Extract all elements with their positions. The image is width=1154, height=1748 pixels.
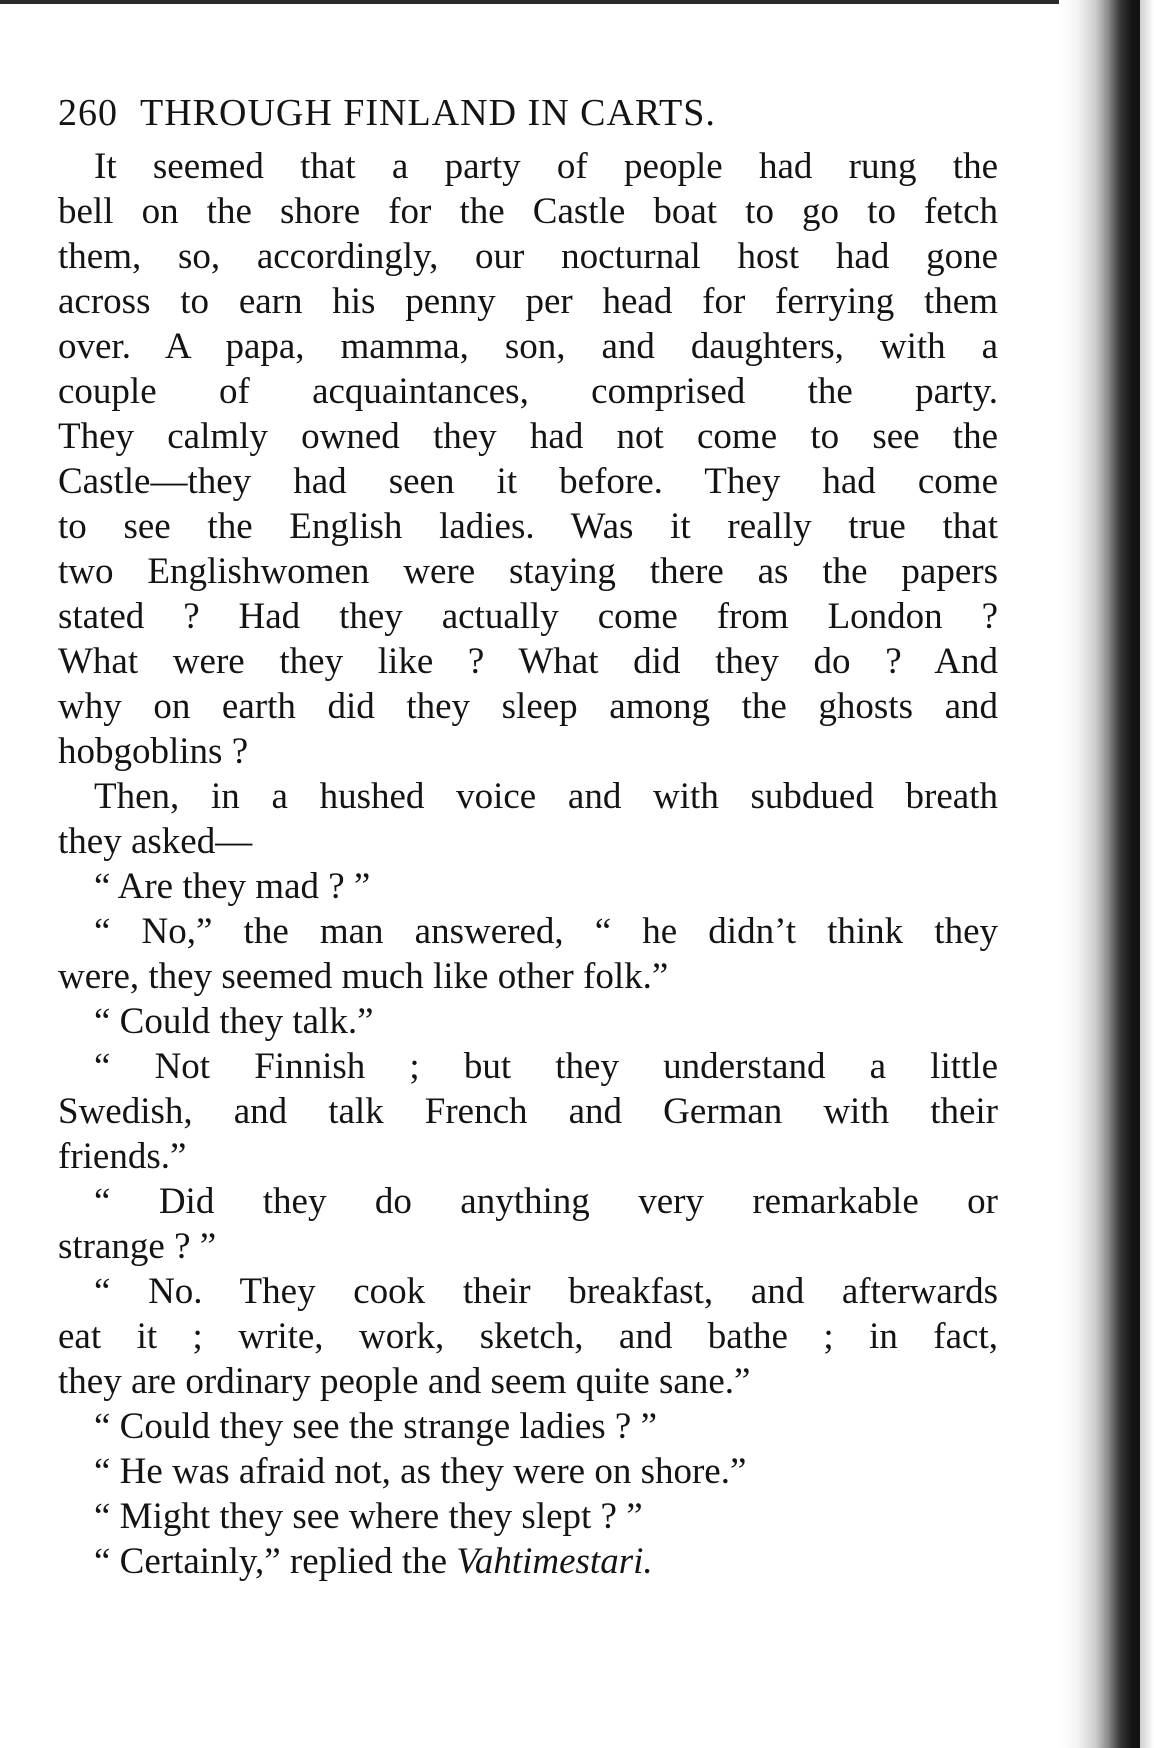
text-line: What were they like ? What did they do ? And — [58, 641, 998, 682]
text-line: “ He was afraid not, as they were on shore.” — [94, 1451, 747, 1492]
text-line: “ Are they mad ? ” — [94, 866, 371, 907]
text-line: “ Did they do anything very remarkable or — [94, 1181, 998, 1222]
text-line: friends.” — [58, 1136, 187, 1177]
running-head — [58, 84, 998, 142]
running-title: THROUGH FINLAND IN CARTS. — [140, 92, 716, 134]
text-line: They calmly owned they had not come to see the — [58, 416, 998, 457]
text-line: why on earth did they sleep among the ghosts and — [58, 686, 998, 727]
page-edge — [1140, 0, 1154, 1748]
text-line: “ Not Finnish ; but they understand a little — [94, 1046, 998, 1087]
text-line: couple of acquaintances, comprised the party. — [58, 371, 998, 412]
text-line: to see the English ladies. Was it really true that — [58, 506, 998, 547]
text-line: were, they seemed much like other folk.” — [58, 956, 669, 997]
text-line: “ Might they see where they slept ? ” — [94, 1496, 643, 1537]
text-line: strange ? ” — [58, 1226, 217, 1267]
top-border-rule — [0, 0, 1120, 4]
text-line: “ No. They cook their breakfast, and afterwards — [94, 1271, 998, 1312]
text-line: “ Could they talk.” — [94, 1001, 374, 1042]
text-line: It seemed that a party of people had rung the — [94, 146, 998, 187]
text-line: two Englishwomen were staying there as the papers — [58, 551, 998, 592]
text-line: “ No,” the man answered, “ he didn’t think they — [94, 911, 998, 952]
text-line: they are ordinary people and seem quite sane.” — [58, 1361, 751, 1402]
text-line: Then, in a hushed voice and with subdued breath — [94, 776, 998, 817]
book-page — [58, 84, 998, 1584]
text-line: them, so, accordingly, our nocturnal host had gone — [58, 236, 998, 277]
text-line: over. A papa, mamma, son, and daughters, with a — [58, 326, 998, 367]
text-line: across to earn his penny per head for ferrying them — [58, 281, 998, 322]
text-line: stated ? Had they actually come from London ? — [58, 596, 998, 637]
page-number: 260 — [58, 92, 118, 134]
text-line: Castle—they had seen it before. They had come — [58, 461, 998, 502]
text-line: they asked— — [58, 821, 253, 862]
text-span: “ Certainly,” replied the — [94, 1541, 457, 1582]
text-line: Swedish, and talk French and German with their — [58, 1091, 998, 1132]
text-line: eat it ; write, work, sketch, and bathe ; in fact, — [58, 1316, 998, 1357]
text-line: bell on the shore for the Castle boat to go to fetch — [58, 191, 998, 232]
text-line — [58, 1539, 998, 1584]
text-line: “ Could they see the strange ladies ? ” — [94, 1406, 658, 1447]
text-line: hobgoblins ? — [58, 731, 249, 772]
italic-term: Vahtimestari. — [456, 1541, 653, 1582]
